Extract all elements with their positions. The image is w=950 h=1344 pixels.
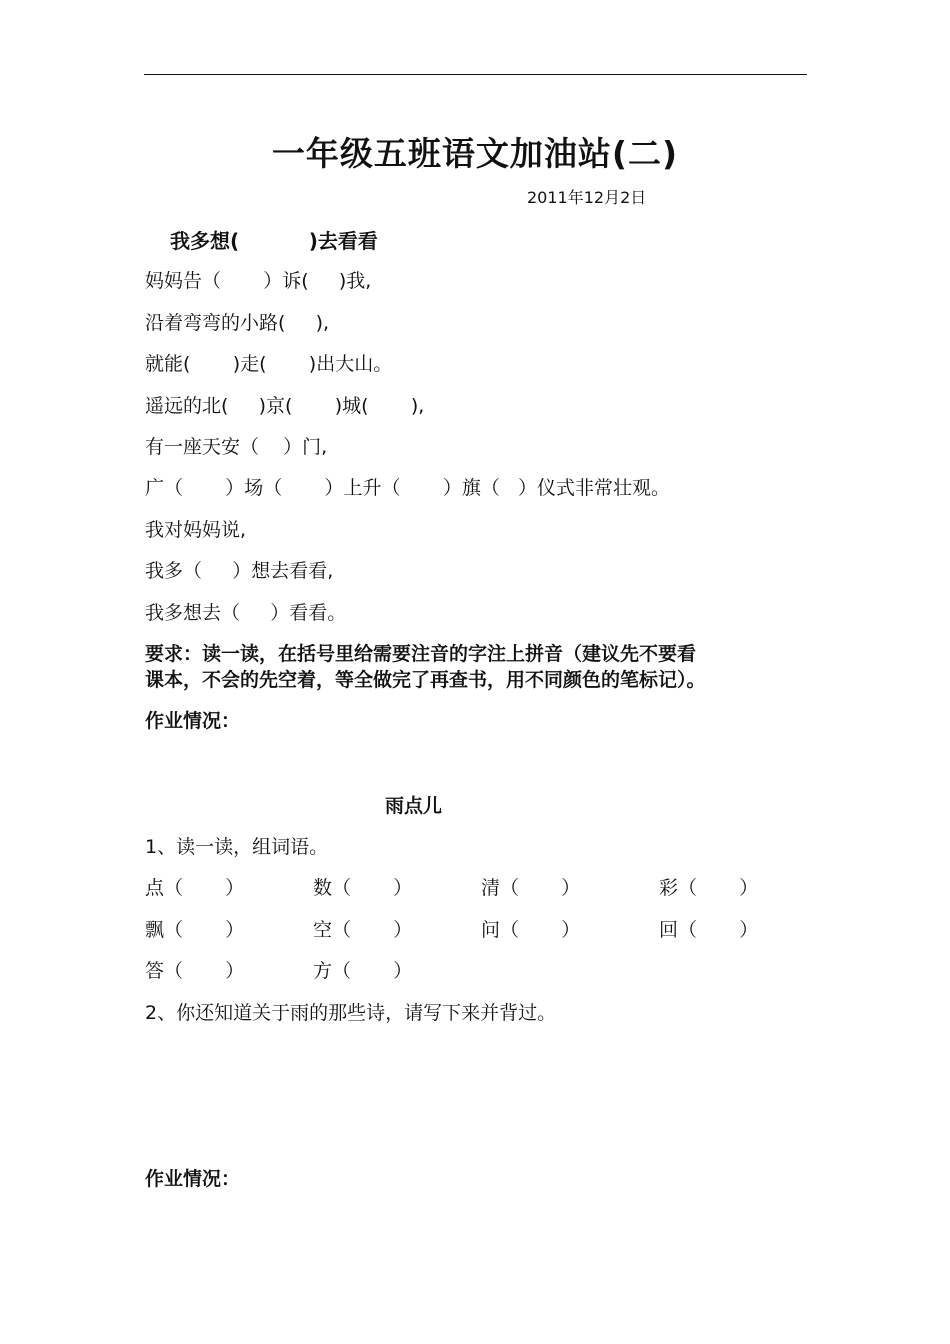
word-cell: 点（ ） bbox=[145, 877, 245, 899]
question-1: 1、读一读，组词语。 bbox=[145, 836, 329, 858]
word-cell: 空（ ） bbox=[313, 919, 413, 941]
word-cell: 清（ ） bbox=[481, 877, 581, 899]
question-2: 2、你还知道关于雨的那些诗，请写下来并背过。 bbox=[145, 1002, 557, 1024]
homework-label: 作业情况： bbox=[145, 710, 241, 732]
poem-line: 就能( )走( )出大山。 bbox=[145, 353, 393, 375]
word-cell: 问（ ） bbox=[481, 919, 581, 941]
word-cell: 回（ ） bbox=[659, 919, 759, 941]
poem-line: 妈妈告（ ）诉( )我, bbox=[145, 270, 372, 292]
word-cell: 数（ ） bbox=[313, 877, 413, 899]
word-cell: 答（ ） bbox=[145, 960, 245, 982]
poem-line: 我多（ ）想去看看, bbox=[145, 560, 334, 582]
requirement-line-1: 要求：读一读，在括号里给需要注音的字注上拼音（建议先不要看 bbox=[145, 643, 697, 665]
poem-title: 我多想( )去看看 bbox=[170, 229, 378, 253]
poem-line: 有一座天安（ ）门, bbox=[145, 436, 328, 458]
header-rule bbox=[144, 74, 807, 75]
word-cell: 飘（ ） bbox=[145, 919, 245, 941]
poem-line: 沿着弯弯的小路( ), bbox=[145, 312, 330, 334]
page-title: 一年级五班语文加油站(二) bbox=[271, 134, 679, 173]
date: 2011年12月2日 bbox=[527, 188, 647, 207]
poem-line: 遥远的北( )京( )城( ), bbox=[145, 395, 425, 417]
poem-line: 广（ ）场（ ）上升（ ）旗（ ）仪式非常壮观。 bbox=[145, 477, 670, 499]
homework-label: 作业情况： bbox=[145, 1168, 241, 1190]
word-cell: 方（ ） bbox=[313, 960, 413, 982]
word-cell: 彩（ ） bbox=[659, 877, 759, 899]
poem-line: 我多想去（ ）看看。 bbox=[145, 602, 347, 624]
requirement-line-2: 课本，不会的先空着，等全做完了再查书，用不同颜色的笔标记）。 bbox=[145, 669, 706, 691]
poem-line: 我对妈妈说, bbox=[145, 519, 247, 541]
section-title: 雨点儿 bbox=[385, 795, 443, 817]
